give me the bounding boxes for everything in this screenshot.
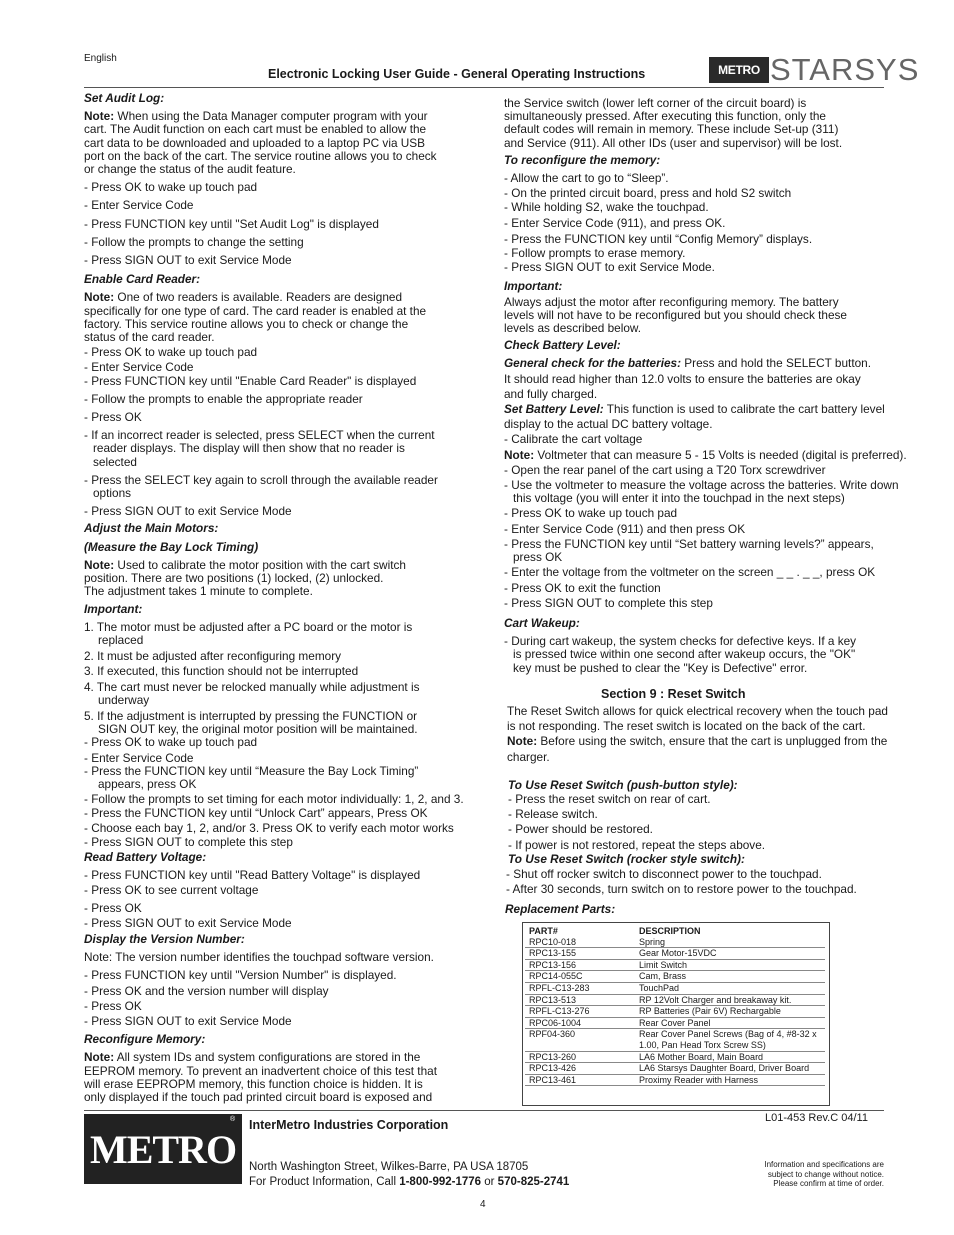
paragraph: General check for the batteries: Press and hold the SELECT button. It should read higher than 12.0 volts to ensure the batteries are okay and fully charged. [504, 356, 871, 401]
section-heading: Check Battery Level: [504, 338, 621, 353]
list-item: - Press FUNCTION key until "Read Battery Voltage" is displayed [84, 868, 421, 883]
list-item: 1. The motor must be adjusted after a PC board or the motor is replaced [84, 619, 413, 647]
language-label: English [84, 53, 117, 64]
list-item: - Press SIGN OUT to exit Service Mode [84, 504, 292, 519]
list-item: - Press FUNCTION key until "Version Number" is displayed. [84, 968, 397, 983]
table-row [525, 1006, 825, 1018]
part-description-cell: Rear Cover Panel [635, 1017, 825, 1029]
list-item: - Follow the prompts to enable the appropriate reader [84, 391, 363, 406]
part-description-cell: Gear Motor-15VDC [635, 948, 825, 960]
list-item: - If an incorrect reader is selected, press SELECT when the current reader displays. The display will then show that no reader is selected [84, 428, 435, 469]
important-label: Important: [84, 601, 143, 616]
list-item: - Press the FUNCTION key until “Config Memory” displays. [504, 231, 813, 246]
table-row [525, 948, 825, 960]
part-description-cell: Proximy Reader with Harness [635, 1074, 825, 1086]
part-description-cell: Limit Switch [635, 959, 825, 971]
list-item: - Open the rear panel of the cart using a T20 Torx screwdriver [504, 462, 826, 477]
table-row [525, 937, 825, 948]
list-item: - Press the FUNCTION key until “Unlock Cart” appears, Press OK [84, 806, 428, 821]
revision-code: L01-453 Rev.C 04/11 [765, 1112, 868, 1124]
column-header-description: DESCRIPTION [639, 926, 701, 936]
list-item: - Enter the voltage from the voltmeter on the screen _ _ . _ _, press OK [504, 565, 876, 580]
list-item: - Press OK to exit the function [504, 580, 661, 595]
list-item: - Shut off rocker switch to disconnect power to the touchpad. [506, 866, 822, 881]
list-item: - Enter Service Code [84, 750, 194, 765]
section-heading: Cart Wakeup: [504, 615, 580, 630]
list-item: - Press SIGN OUT to exit Service Mode. [504, 260, 715, 275]
left-column [84, 92, 496, 1104]
list-item: - Press FUNCTION key until "Set Audit Log" is displayed [84, 216, 379, 231]
table-row [525, 1074, 825, 1086]
list-item: - Allow the cart to go to “Sleep”. [504, 171, 669, 186]
company-address: North Washington Street, Wilkes-Barre, PA USA 18705 For Product Information, Call 1-800-992-1776 or 570-825-2741 [249, 1161, 570, 1188]
part-number-cell: RPC10-018 [525, 937, 635, 948]
list-item: - Follow the prompts to change the setting [84, 234, 304, 249]
note-paragraph: Note: The version number identifies the touchpad software version. [84, 950, 434, 965]
part-number-cell: RPC06-1004 [525, 1017, 635, 1029]
list-item: - Enter Service Code [84, 198, 194, 213]
table-row [525, 971, 825, 983]
list-item: - Press the reset switch on rear of cart. [508, 791, 711, 806]
section-heading: To Use Reset Switch (rocker style switch): [508, 851, 745, 866]
list-item: - Press OK to see current voltage [84, 883, 259, 898]
part-description-cell: TouchPad [635, 982, 825, 994]
metro-logo-small: METRO [709, 57, 769, 83]
continued-paragraph: the Service switch (lower left corner of the circuit board) is simultaneously pressed. After executing this function, only the default codes will remain in memory. These include Set-up (311) and Service (911). All other IDs (user and supervisor) will be lost. [504, 96, 843, 150]
part-number-cell: RPC14-055C [525, 971, 635, 983]
part-description-cell: RP Batteries (Pair 6V) Rechargable [635, 1006, 825, 1018]
part-number-cell: RPC13-156 [525, 959, 635, 971]
list-item: - If power is not restored, repeat the steps above. [508, 837, 766, 852]
section-title: Section 9 : Reset Switch [601, 686, 746, 701]
part-description-cell: LA6 Starsys Daughter Board, Driver Board [635, 1063, 825, 1075]
list-item: - Press OK to wake up touch pad [504, 506, 678, 521]
table-row [525, 1029, 825, 1051]
list-item: - Enter Service Code [84, 360, 194, 375]
section-heading: Adjust the Main Motors: [84, 521, 219, 536]
document-title: Electronic Locking User Guide - General Operating Instructions [268, 67, 646, 81]
part-number-cell: RPC13-426 [525, 1063, 635, 1075]
note-paragraph: Note: Voltmeter that can measure 5 - 15 Volts is needed (digital is preferred). [504, 447, 907, 462]
note-paragraph: Note: One of two readers is available. Readers are designed specifically for one type of card. The card reader is enabled at the factory. This service routine allows you to check or change the status of the card reader. [84, 290, 427, 345]
column-header-part: PART# [529, 926, 558, 936]
part-number-cell: RPC13-260 [525, 1051, 635, 1063]
list-item: - While holding S2, wake the touchpad. [504, 200, 709, 215]
company-name: InterMetro Industries Corporation [249, 1118, 449, 1132]
list-item: - Power should be restored. [508, 822, 653, 837]
list-item: - Press OK to wake up touch pad [84, 735, 258, 750]
list-item: - Follow the prompts to set timing for each motor individually: 1, 2, and 3. [84, 792, 464, 807]
list-item: - Press FUNCTION key until "Enable Card Reader" is displayed [84, 373, 417, 388]
paragraph: The Reset Switch allows for quick electrical recovery when the touch pad is not responding. The reset switch is located on the back of the cart. Note: Before using the switch, ensure that the cart is unplugged from the charger. [507, 703, 888, 764]
list-item: 4. The cart must never be relocked manually while adjustment is underway [84, 679, 420, 707]
starsys-logo: STARSYS [770, 52, 920, 87]
part-description-cell: LA6 Mother Board, Main Board [635, 1051, 825, 1063]
part-number-cell: RPC13-461 [525, 1074, 635, 1086]
part-number-cell: RPFL-C13-276 [525, 1006, 635, 1018]
list-item: - Press SIGN OUT to exit Service Mode [84, 1013, 292, 1028]
table-row [525, 1063, 825, 1075]
metro-logo: METRO [84, 1114, 242, 1184]
important-label: Important: [504, 279, 563, 294]
replacement-parts-table [522, 922, 830, 1106]
list-item: - Press OK [84, 410, 142, 425]
list-item: - Choose each bay 1, 2, and/or 3. Press OK to verify each motor works [84, 820, 454, 835]
part-number-cell: RPC13-155 [525, 948, 635, 960]
list-item: - Press OK [84, 900, 142, 915]
list-item: - Calibrate the cart voltage [504, 432, 643, 447]
footer-divider [84, 1110, 884, 1111]
list-item: - Press OK and the version number will display [84, 983, 329, 998]
part-description-cell: Spring [635, 937, 825, 948]
note-paragraph: Note: When using the Data Manager computer program with your cart. The Audit function on each cart must be enabled to allow the cart data to be downloaded and uploaded to a laptop PC via USB port on the back of the cart. The service routine allows you to check or change the status of the audit feature. [84, 109, 437, 177]
list-item: - Enter Service Code (911), and press OK. [504, 215, 726, 230]
table-row [525, 1017, 825, 1029]
page-number: 4 [480, 1199, 486, 1210]
section-heading: Read Battery Voltage: [84, 849, 207, 864]
section-heading: Reconfigure Memory: [84, 1032, 206, 1047]
list-item: - Press OK [84, 998, 142, 1013]
list-item: - After 30 seconds, turn switch on to restore power to the touchpad. [506, 882, 857, 897]
header-divider [84, 87, 884, 88]
section-heading: Display the Version Number: [84, 931, 245, 946]
note-paragraph: Note: Used to calibrate the motor position with the cart switch position. There are two positions (1) locked, (2) unlocked. The adjustment takes 1 minute to complete. [84, 557, 406, 599]
important-paragraph: Always adjust the motor after reconfiguring memory. The battery levels will not have to be reconfigured but you should check these levels as described below. [504, 294, 847, 336]
registered-mark: ® [230, 1116, 236, 1123]
section-subheading: (Measure the Bay Lock Timing) [84, 539, 259, 554]
list-item: - Press SIGN OUT to exit Service Mode [84, 915, 292, 930]
section-heading: To Use Reset Switch (push-button style): [508, 777, 738, 792]
part-number-cell: RPC13-513 [525, 994, 635, 1006]
list-item: - Press the FUNCTION key until “Measure the Bay Lock Timing” appears, press OK [84, 763, 419, 791]
paragraph: Set Battery Level: This function is used to calibrate the cart battery level display to the actual DC battery voltage. [504, 402, 885, 432]
table-row [525, 1051, 825, 1063]
table-row [525, 959, 825, 971]
list-item: - On the printed circuit board, press and hold S2 switch [504, 186, 792, 201]
table-row [525, 982, 825, 994]
section-heading: Set Audit Log: [84, 91, 165, 105]
list-item: 5. If the adjustment is interrupted by pressing the FUNCTION or SIGN OUT key, the original motor position will be maintained. [84, 708, 418, 737]
list-item: 2. It must be adjusted after reconfiguring memory [84, 649, 342, 664]
part-description-cell: RP 12Volt Charger and breakaway kit. [635, 994, 825, 1006]
list-item: - Press SIGN OUT to complete this step [504, 595, 713, 610]
list-item: - Press the SELECT key again to scroll through the available reader options [84, 472, 438, 501]
list-item: - Press SIGN OUT to exit Service Mode [84, 253, 292, 268]
part-description-cell: Cam, Brass [635, 971, 825, 983]
disclaimer: Information and specifications are subject to change without notice. Please confirm at time of order. [764, 1160, 884, 1188]
right-column [504, 97, 934, 917]
part-description-cell: Rear Cover Panel Screws (Bag of 4, #8-32 x 1.00, Pan Head Torx Screw SS) [635, 1029, 825, 1051]
list-item: - Follow prompts to erase memory. [504, 246, 686, 261]
list-item: - Press OK to wake up touch pad [84, 345, 258, 360]
part-number-cell: RPFL-C13-283 [525, 982, 635, 994]
note-paragraph: Note: All system IDs and system configurations are stored in the EEPROM memory. To prevent an inadvertent choice of this test that will erase EEPROPM memory, this function choice is hidden. It is only displayed if the touch pad printed circuit board is exposed and [84, 1050, 437, 1104]
section-heading: Replacement Parts: [505, 902, 616, 917]
list-item: - Enter Service Code (911) and then press OK [504, 521, 746, 536]
list-item: - Use the voltmeter to measure the voltage across the batteries. Write down this voltage (you will enter it into the touchpad in the next steps) [504, 478, 899, 506]
list-item: - During cart wakeup, the system checks for defective keys. If a key is pressed twice within one second after wakeup occurs, the "OK" key must be pushed to clear the "Key is Defective" error. [504, 634, 857, 675]
list-item: 3. If executed, this function should not be interrupted [84, 664, 359, 679]
list-item: - Press OK to wake up touch pad [84, 180, 258, 195]
part-number-cell: RPF04-360 [525, 1029, 635, 1051]
section-heading: To reconfigure the memory: [504, 152, 661, 167]
list-item: - Press SIGN OUT to complete this step [84, 834, 293, 849]
table-row [525, 994, 825, 1006]
section-heading: Enable Card Reader: [84, 272, 201, 287]
list-item: - Press the FUNCTION key until “Set battery warning levels?” appears, press OK [504, 536, 874, 565]
list-item: - Release switch. [508, 807, 598, 822]
